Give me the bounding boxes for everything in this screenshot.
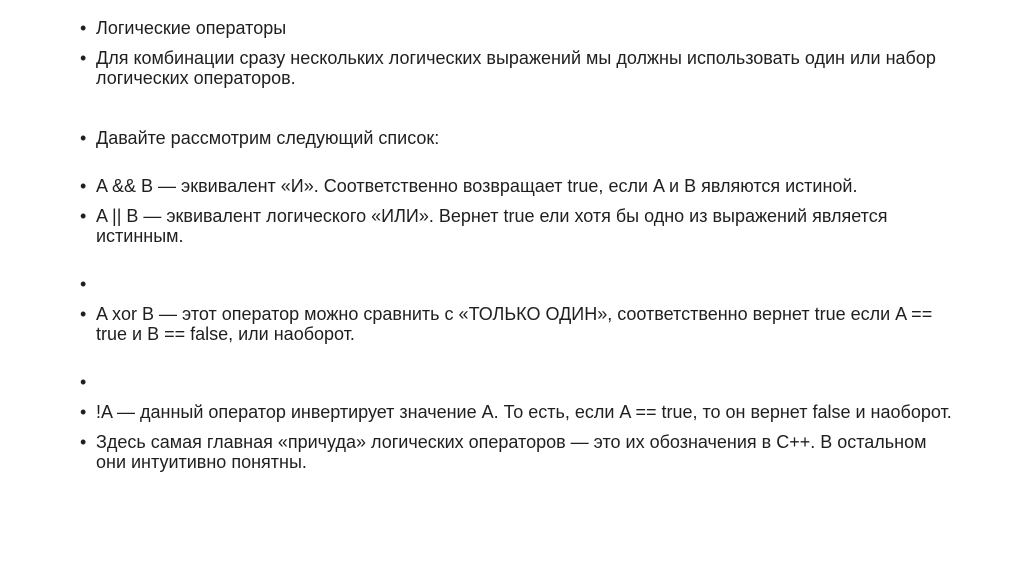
bullet-marker: •: [80, 304, 87, 324]
bullet-xor-operator: [80, 304, 960, 344]
bullet-combination-intro: [80, 48, 960, 88]
bullet-text: Логические операторы: [96, 18, 287, 38]
bullet-marker: •: [80, 402, 87, 422]
bullet-not-operator: [80, 402, 960, 422]
bullet-text: Для комбинации сразу нескольких логических выражений мы должны использовать один или набор логических операторов.: [96, 48, 936, 88]
bullet-text: A || B — эквивалент логического «ИЛИ». Вернет true ели хотя бы одно из выражений является истинным.: [96, 206, 888, 246]
bullet-cpp-notation: [80, 432, 960, 472]
bullet-text: A xor B — этот оператор можно сравнить с «ТОЛЬКО ОДИН», соответственно вернет true если A == true и B == false, или наоборот.: [96, 304, 933, 344]
bullet-marker: •: [80, 48, 87, 68]
bullet-marker: •: [80, 432, 87, 452]
bullet-marker: •: [80, 372, 87, 392]
bullet-text: !A — данный оператор инвертирует значение A. То есть, если A == true, то он вернет false и наоборот.: [96, 402, 952, 422]
bullet-text: Давайте рассмотрим следующий список:: [96, 128, 440, 148]
bullet-and-operator: [80, 176, 960, 196]
bullet-or-operator: [80, 206, 960, 246]
bullet-marker: •: [80, 206, 87, 226]
bullet-logical-operators: [80, 18, 960, 38]
bullet-marker: •: [80, 274, 87, 294]
bullet-list-intro: [80, 128, 960, 148]
bullet-empty: [80, 274, 960, 294]
bullet-text: Здесь самая главная «причуда» логических операторов — это их обозначения в C++. В остальном они интуитивно понятны.: [96, 432, 927, 472]
bullet-marker: •: [80, 18, 87, 38]
bullet-marker: •: [80, 176, 87, 196]
bullet-marker: •: [80, 128, 87, 148]
bullet-text: A && B — эквивалент «И». Соответственно возвращает true, если A и B являются истиной.: [96, 176, 858, 196]
bullet-empty: [80, 372, 960, 392]
bullet-list: [80, 18, 960, 482]
